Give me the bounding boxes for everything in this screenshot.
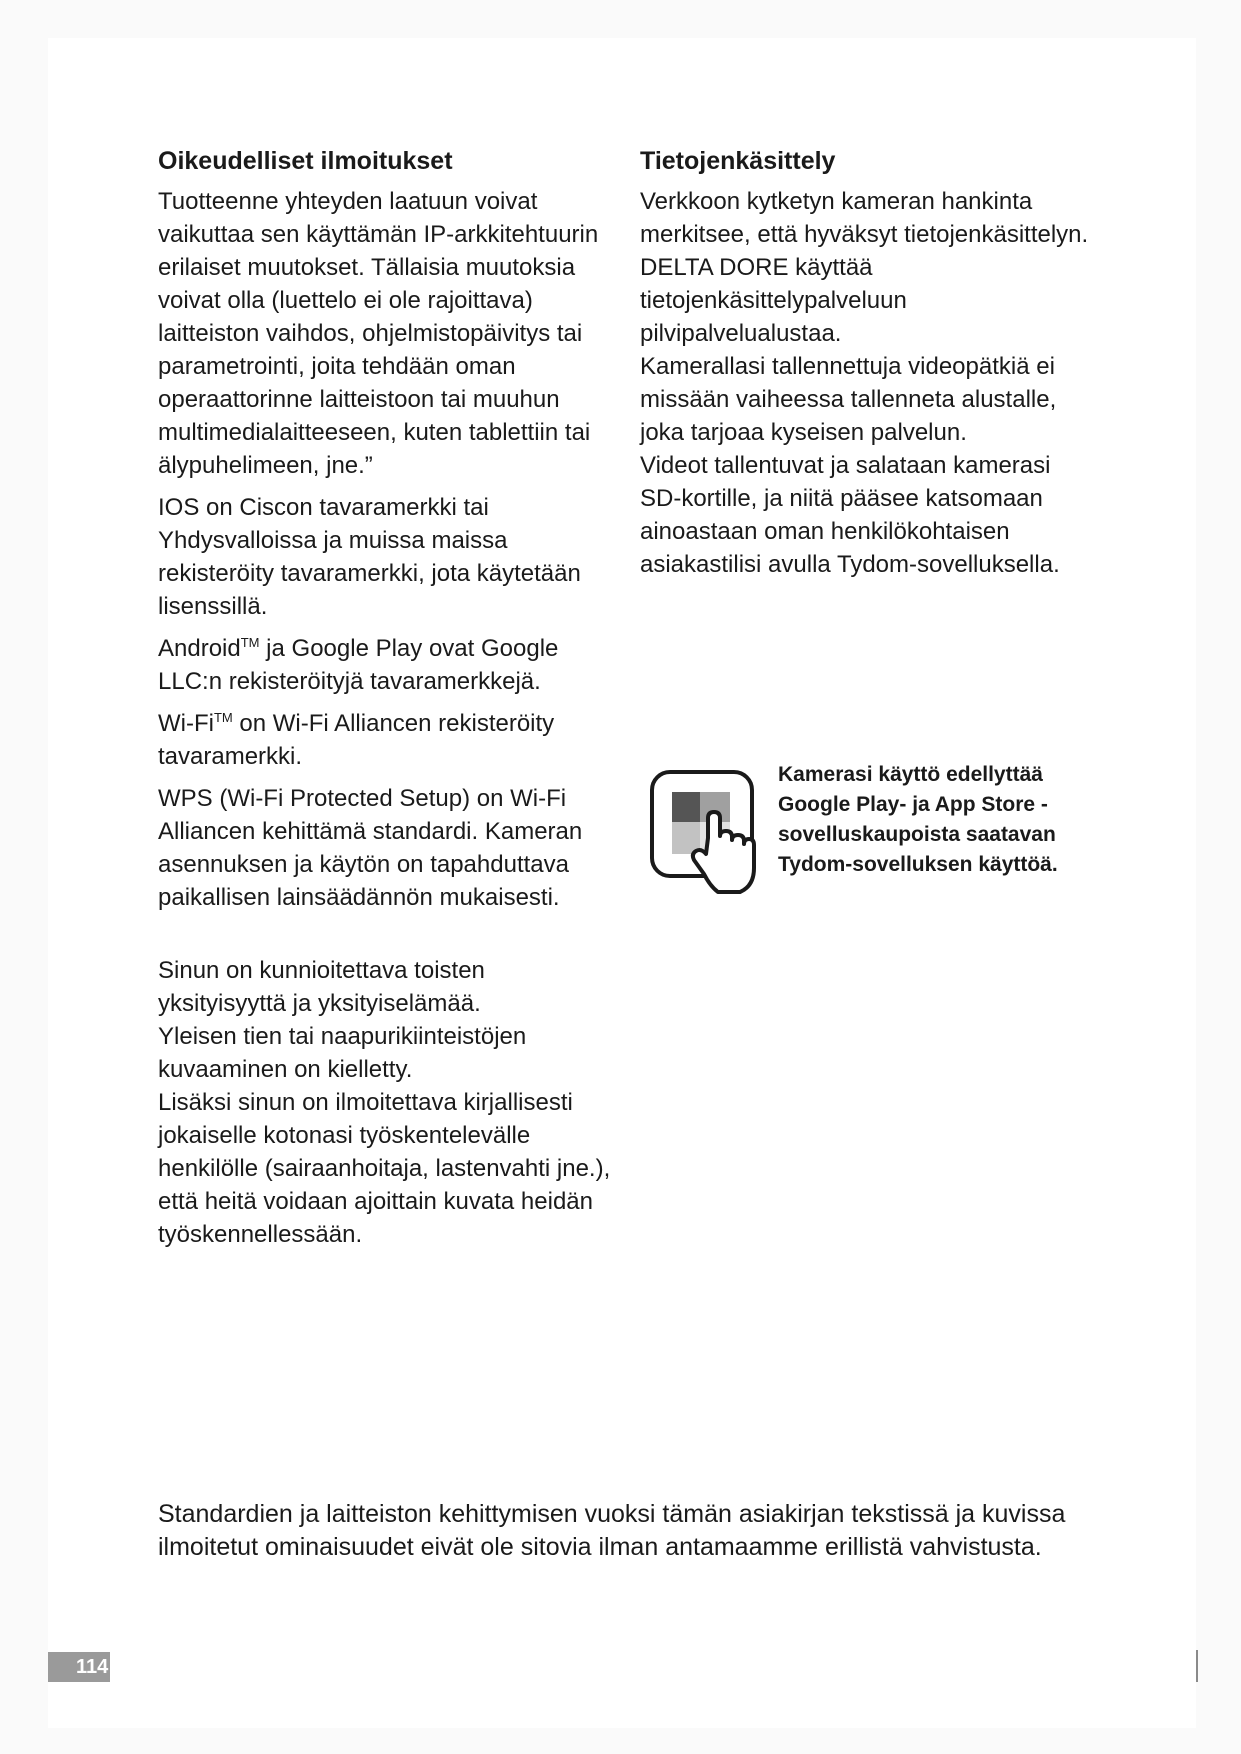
data-processing-column (640, 146, 1090, 581)
trademark-symbol: TM (240, 635, 260, 650)
page-edge-mark (1196, 1650, 1198, 1682)
legal-paragraph-wifi (158, 707, 613, 773)
legal-paragraph-filming: Yleisen tien tai naapurikiinteistöjen kuvaaminen on kielletty. (158, 1023, 527, 1083)
legal-paragraph-wps: WPS (Wi-Fi Protected Setup) on Wi-Fi Alliancen kehittämä standardi. Kameran asennuksen ja käytön on tapahduttava paikallisen lainsäädännön mukaisesti. (158, 785, 583, 911)
wifi-text: Wi-Fi (158, 710, 214, 737)
legal-paragraph-connection: Tuotteenne yhteyden laatuun voivat vaikuttaa sen käyttämän IP-arkkitehtuurin erilaiset muutokset. Tällaisia muutoksia voivat olla (luettelo ei ole rajoittava) laitteiston vaihdos, ohjelmistopäivitys tai parametrointi, joita tehdään oman operaattorinne laitteistoon tai muuhun multimedialaitteeseen, kuten tablettiin tai älypuhelimeen, jne.” (158, 188, 599, 479)
data-paragraph-sd-card: Videot tallentuvat ja salataan kamerasi SD-kortille, ja niitä pääsee katsomaan ainoastaan oman henkilökohtaisen asiakastilisi avulla Tydom-sovelluksella. (640, 452, 1060, 578)
wifi-text-rest: on Wi-Fi Alliancen rekisteröity tavaramerkki. (158, 710, 555, 770)
data-paragraph-storage: Kamerallasi tallennettuja videopätkiä ei missään vaiheessa tallenneta alustalle, joka tarjoaa kyseisen palvelun. (640, 353, 1057, 446)
legal-paragraph-staff: Lisäksi sinun on ilmoitettava kirjallisesti jokaiselle kotonasi työskentelevälle henkilölle (sairaanhoitaja, lastenvahti jne.), että heitä voidaan ajoittain kuvata heidän työskennellessään. (158, 1089, 611, 1248)
legal-paragraph-ios: IOS on Ciscon tavaramerkki tai Yhdysvalloissa ja muissa maissa rekisteröity tavaramerkki, jota käytetään lisenssillä. (158, 494, 581, 620)
legal-paragraph-privacy: Sinun on kunnioitettava toisten yksityisyyttä ja yksityiselämää. (158, 957, 485, 1017)
page-number: 114 (76, 1656, 109, 1678)
tydom-app-touch-icon (648, 768, 760, 900)
data-paragraph-acceptance: Verkkoon kytketyn kameran hankinta merkitsee, että hyväksyt tietojenkäsittelyn. (640, 188, 1089, 248)
data-paragraph-cloud: DELTA DORE käyttää tietojenkäsittelypalveluun pilvipalvelualustaa. (640, 254, 907, 347)
disclaimer-text: Standardien ja laitteiston kehittymisen vuoksi tämän asiakirjan tekstissä ja kuvissa ilmoitetut ominaisuudet eivät ole sitovia ilman antamaamme erillistä vahvistusta. (158, 1500, 1066, 1561)
data-processing-heading: Tietojenkäsittely (640, 147, 836, 175)
legal-paragraph-android (158, 632, 613, 698)
app-requirement-note (648, 760, 1118, 900)
legal-notices-column (158, 146, 613, 1251)
trademark-symbol: TM (213, 710, 233, 725)
legal-notices-heading: Oikeudelliset ilmoitukset (158, 147, 453, 175)
app-requirement-text: Kamerasi käyttö edellyttää Google Play- ja App Store -sovelluskaupoista saatavan Tydom-sovelluksen käyttöä. (778, 763, 1058, 876)
android-text-rest: ja Google Play ovat Google LLC:n rekisteröityjä tavaramerkkejä. (158, 635, 559, 695)
android-text: Android (158, 635, 241, 662)
